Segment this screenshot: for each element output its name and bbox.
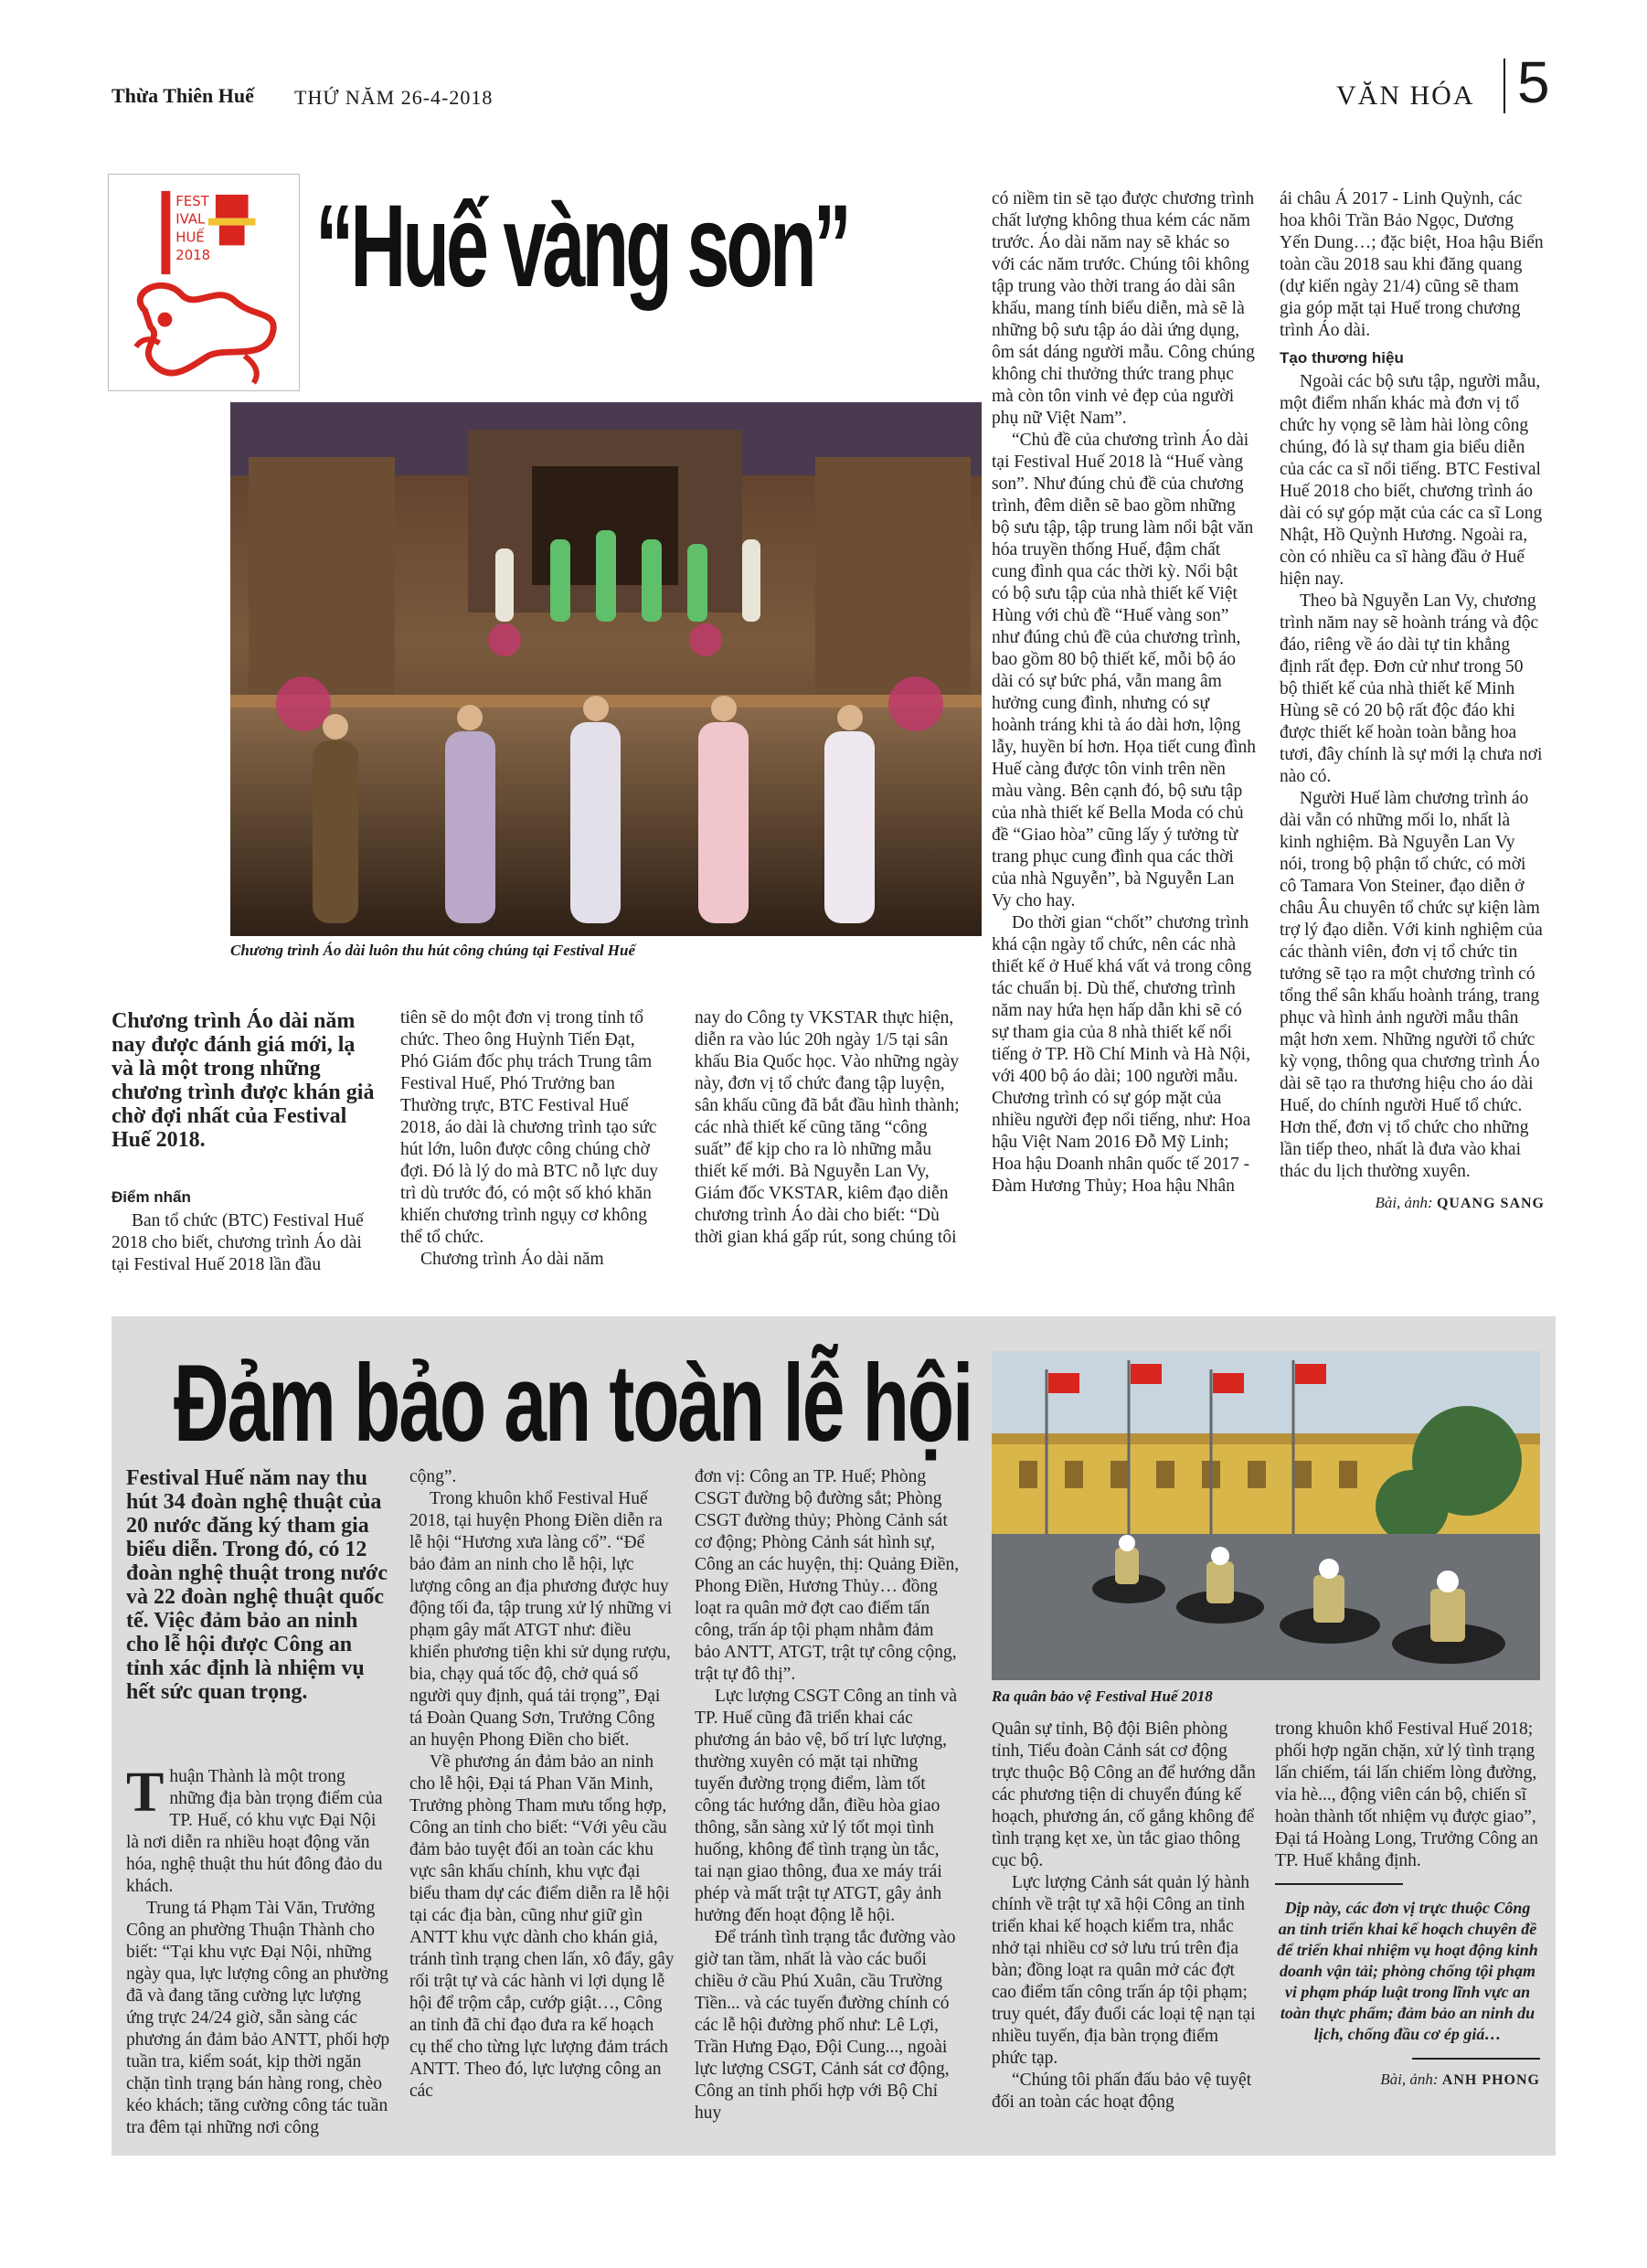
article2-col4 [992,1719,1257,2114]
byline-prefix: Bài, ảnh: [1375,1194,1433,1211]
article2-col1 [126,1762,391,2139]
byline-author: QUANG SANG [1436,1196,1545,1211]
photo2-caption: Ra quân bảo vệ Festival Huế 2018 [992,1688,1213,1705]
paragraph: đơn vị: Công an TP. Huế; Phòng CSGT đường bộ đường sắt; Phòng CSGT đường thủy; Phòng Cảnh sát cơ động; Phòng Cảnh sát hình sự, Công an các huyện, thị: Quảng Điền, Phong Điền, Hương Thủy… đồng loạt ra quân mở đợt cao điểm tấn công, trấn áp tội phạm nhằm đảm bảo ANTT, ATGT, trật tự công cộng, trật tự đô thị”. [695,1467,960,1684]
paragraph: Ngoài các bộ sưu tập, người mẫu, một điểm nhấn khác mà đơn vị tổ chức hy vọng sẽ làm hài lòng công chúng, đó là sự tham gia biểu diễn của các ca sĩ nổi tiếng. BTC Festival Huế 2018 cho biết, chương trình áo dài có sự góp mặt của các ca sĩ Long Nhật, Hồ Quỳnh Hương. Ngoài ra, còn có nhiều ca sĩ hàng đầu ở Huế hiện nay. [1280,372,1543,589]
paragraph: Ban tổ chức (BTC) Festival Huế 2018 cho biết, chương trình Áo dài tại Festival Huế 2018 lần đầu [112,1211,364,1274]
paragraph: Trong khuôn khổ Festival Huế 2018, tại huyện Phong Điền diễn ra lễ hội “Hương xưa làng cổ”. “Để bảo đảm an ninh cho lễ hội, lực lượng công an địa phương được huy động tối đa, tập trung xử lý những vi phạm gây mất ATGT như: điều khiển phương tiện khi sử dụng rượu, bia, chạy quá tốc độ, chở quá số người quy định, quá tải trọng”, Đại tá Đoàn Quang Sơn, Trưởng Công an huyện Phong Điền cho biết. [409,1489,673,1750]
article1-col5 [1280,188,1545,1215]
subheading-tao-thuong-hieu: Tạo thương hiệu [1280,349,1404,367]
newspaper-name: Thừa Thiên Huế [112,84,254,107]
article1-col1 [112,1181,377,1276]
paragraph: “Chủ đề của chương trình Áo dài tại Festival Huế 2018 là “Huế vàng son”. Như đúng chủ đề của chương trình, đêm diễn sẽ bao gồm những bộ sưu tập, tập trung làm nổi bật văn hóa truyền thống Huế, đậm chất cung đình qua các thời kỳ. Nổi bật có bộ sưu tập của nhà thiết kế Việt Hùng với chủ đề “Huế vàng son” như đúng chủ đề của chương trình, bao gồm 80 bộ thiết kế, mỗi bộ áo dài có sự bức phá, vẫn mang âm hưởng cung đình, nhưng có sự hoành tráng khi tà áo dài hơn, lộng lẫy, huyền bí hơn. Họa tiết cung đình Huế càng được tôn vinh trên nền màu vàng. Bên cạnh đó, bộ sưu tập của nhà thiết kế Bella Moda có chủ đề “Giao hòa” cũng lấy ý tưởng từ trang phục cung đình qua các thời của nhà Nguyễn”, bà Nguyễn Lan Vy cho hay. [992,431,1257,910]
paragraph: Quân sự tỉnh, Bộ đội Biên phòng tỉnh, Tiểu đoàn Cảnh sát cơ động trực thuộc Bộ Công an để hướng dẫn các phương tiện di chuyển đúng kế hoạch, phương án, cố gắng không để tình trạng kẹt xe, ùn tắc giao thông cục bộ. [992,1720,1256,1870]
byline-prefix: Bài, ảnh: [1380,2071,1439,2088]
paragraph: tiên sẽ do một đơn vị trong tỉnh tổ chức. Theo ông Huỳnh Tiến Đạt, Phó Giám đốc phụ trách Trung tâm Festival Huế, Phó Trưởng ban Thường trực, BTC Festival Huế 2018, áo dài là chương trình tạo sức hút lớn, luôn được công chúng chờ đợi. Đó là lý do mà BTC nỗ lực duy trì dù trước đó, có một số khó khăn khiến chương trình ngụy cơ không thể tổ chức. [400,1008,658,1247]
police-motorcade-photo [992,1351,1540,1680]
article1-col2 [400,1007,665,1271]
paragraph: trong khuôn khổ Festival Huế 2018; phối hợp ngăn chặn, xử lý tình trạng lấn chiếm, tái lấn chiếm lòng đường, vỉa hè..., động viên cán bộ, chiến sĩ hoàn thành tốt nhiệm vụ được giao”, Đại tá Hoàng Long, Trưởng Công an TP. Huế khẳng định. [1275,1720,1538,1870]
paragraph: Để tránh tình trạng tắc đường vào giờ tan tầm, nhất là vào các buổi chiều ở cầu Phú Xuân, cầu Trường Tiền... và các tuyến đường chính có các lễ hội đường phố như: Lê Lợi, Trần Hưng Đạo, Đội Cung..., ngoài lực lượng CSGT, Cảnh sát cơ động, Công an tỉnh phối hợp với Bộ Chỉ huy [695,1928,956,2123]
subheading-diem-nhan: Điểm nhấn [112,1188,191,1206]
paragraph: Chương trình Áo dài năm [420,1250,604,1269]
paragraph: nay do Công ty VKSTAR thực hiện, diễn ra vào lúc 20h ngày 1/5 tại sân khấu Bia Quốc học. Vào những ngày này, đơn vị tổ chức đang tập luyện, sân khấu cũng đã bắt đầu hình thành; các nhà thiết kế cũng tăng “công suất” để kịp cho ra lò những mẫu thiết kế mới. Bà Nguyễn Lan Vy, Giám đốc VKSTAR, kiêm đạo diễn chương trình Áo dài cho biết: “Dù thời gian khá gấp rút, song chúng tôi [695,1008,960,1247]
paragraph: cộng”. [409,1467,457,1486]
section-title: VĂN HÓA [1336,80,1475,111]
paragraph: Về phương án đảm bảo an ninh cho lễ hội, Đại tá Phan Văn Minh, Trưởng phòng Tham mưu tổng hợp, Công an tỉnh cho biết: “Với yêu cầu đảm bảo tuyệt đối an toàn các khu vực sân khấu chính, khu vực đại biểu tham dự các điểm diễn ra lễ hội tại các địa bàn, cũng như giữ gìn ANTT khu vực dành cho khán giả, tránh tình trạng chen lấn, xô đẩy, gây rối trật tự và các hành vi lợi dụng lễ hội để trộm cắp, cướp giật…, Công an tỉnh đã chỉ đạo đưa ra kế hoạch cụ thể cho từng lực lượng đảm trách ANTT. Theo đó, lực lượng công an các [409,1752,675,2101]
article1-headline: “Huế vàng son” [315,181,848,312]
divider [1412,2058,1540,2060]
divider [1275,1883,1403,1885]
festival-logo [108,174,300,391]
photo1-caption: Chương trình Áo dài luôn thu hút công chúng tại Festival Huế [230,942,636,959]
paragraph: Lực lượng CSGT Công an tỉnh và TP. Huế cũng đã triển khai các phương án bảo vệ, bố trí lực lượng, thường xuyên có mặt tại những tuyến đường trọng điểm, làm tốt công tác hướng dẫn, điều hòa giao thông, sẵn sàng xử lý tốt mọi tình huống, không để tình trạng ùn tắc, tai nạn giao thông, đua xe máy trái phép và mất trật tự ATGT, gây ảnh hưởng đến hoạt động lễ hội. [695,1687,958,1925]
article1-lead: Chương trình Áo dài năm nay được đánh giá mới, lạ và là một trong những chương trình được khán giả chờ đợi nhất của Festival Huế 2018. [112,1009,375,1152]
paragraph: Trung tá Phạm Tài Văn, Trưởng Công an phường Thuận Thành cho biết: “Tại khu vực Đại Nội, những ngày qua, lực lượng công an phường đã và đang tăng cường lực lượng ứng trực 24/24 giờ, sẵn sàng các phương án đảm bảo ANTT, phối hợp tuần tra, kiểm soát, kịp thời ngăn chặn tình trạng bán hàng rong, chèo kéo khách; tăng cường công tác tuần tra đêm tại những nơi công [126,1899,390,2137]
logo-text-1: FEST [175,192,209,209]
paragraph: “Chúng tôi phấn đấu bảo vệ tuyệt đối an toàn các hoạt động [992,2071,1252,2112]
dragon-logo-icon [109,175,299,390]
article2-col2 [409,1466,675,2103]
byline-author: ANH PHONG [1441,2072,1540,2088]
paragraph: Người Huế làm chương trình áo dài vẫn có những mối lo, nhất là kinh nghiệm. Bà Nguyễn Lan Vy nói, trong bộ phận tổ chức, có mời cô Tamara Von Steiner, đạo diễn ở châu Âu chuyên tổ chức sự kiện làm trợ lý đạo diễn. Với kinh nghiệm của các thành viên, đơn vị tổ chức tin tưởng sẽ tạo ra một chương trình có tổng thể sân khấu hoành tráng, trang phục và hình ảnh người mẫu thân mật hơn xem. Những người tổ chức kỳ vọng, thông qua chương trình Áo dài sẽ tạo ra thương hiệu cho áo dài Huế, do chính người Huế tổ chức. Hơn thế, đơn vị tổ chức cho những lần tiếp theo, nhất là đưa vào khai thác du lịch thường xuyên. [1280,789,1543,1181]
article2-lead: Festival Huế năm nay thu hút 34 đoàn nghệ thuật của 20 nước đăng ký tham gia biểu diễn. Trong đó, có 12 đoàn nghệ thuật trong nước và 22 đoàn nghệ thuật quốc tế. Việc đảm bảo an ninh cho lễ hội được Công an tỉnh xác định là nhiệm vụ hết sức quan trọng. [126,1466,388,1704]
article2-headline: Đảm bảo an toàn lễ hội [174,1342,972,1464]
page-number: 5 [1517,49,1550,115]
paragraph: Theo bà Nguyễn Lan Vy, chương trình năm nay sẽ hoành tráng và độc đáo, riêng về áo dài tự tin khẳng định rất đẹp. Đơn cử như trong 50 bộ thiết kế của nhà thiết kế Minh Hùng sẽ có 20 bộ rất độc đáo khi được thiết kế hoàn toàn bằng hoa tươi, đây chính là sự mới lạ chưa nơi nào có. [1280,591,1543,786]
article2-col5 [1275,1719,1540,2092]
issue-date: THỨ NĂM 26-4-2018 [294,86,494,109]
logo-text-2: IVAL [175,210,206,228]
drop-cap: T [126,1762,165,1824]
paragraph: Do thời gian “chốt” chương trình khá cận ngày tổ chức, nên các nhà thiết kế ở Huế khá vất vả trong công tác chuẩn bị. Dù thế, chương trình năm nay hứa hẹn hấp dẫn khi sẽ có sự tham gia của 8 nhà thiết kế nổi tiếng ở TP. Hồ Chí Minh và Hà Nội, với 400 bộ áo dài; 100 người mẫu. Chương trình có sự góp mặt của nhiều người đẹp nổi tiếng, như: Hoa hậu Việt Nam 2016 Đỗ Mỹ Linh; Hoa hậu Doanh nhân quốc tế 2017 - Đàm Hương Thủy; Hoa hậu Nhân [992,913,1252,1196]
article2-col3 [695,1466,960,2124]
paragraph: có niềm tin sẽ tạo được chương trình chất lượng không thua kém các năm trước. Áo dài năm nay sẽ khác so với các năm trước. Chúng tôi không tập trung vào thời trang áo dài sân khấu, mang tính biểu diễn, mà sẽ là những bộ sưu tập áo dài ứng dụng, ôm sát dáng người mẫu. Công chúng không chỉ thưởng thức trang phục mà còn tôn vinh vẻ đẹp của người phụ nữ Việt Nam”. [992,189,1255,428]
paragraph: Lực lượng Cảnh sát quản lý hành chính về trật tự xã hội Công an tỉnh triển khai kế hoạch kiểm tra, nhắc nhở tại nhiều cơ sở lưu trú trên địa bàn; đồng loạt ra quân mở các đợt cao điểm tấn công trấn áp tội phạm; truy quét, đẩy đuổi các loại tệ nạn tại nhiều tuyến, địa bàn trọng điểm phức tạp. [992,1873,1256,2068]
paragraph: ái châu Á 2017 - Linh Quỳnh, các hoa khôi Trần Bảo Ngọc, Dương Yến Dung…; đặc biệt, Hoa hậu Biển toàn cầu 2018 sau khi đăng quang (dự kiến ngày 21/4) cũng sẽ tham gia góp mặt tại Huế trong chương trình Áo dài. [1280,189,1544,340]
header-divider [1504,59,1505,113]
logo-text-4: 2018 [175,247,211,264]
article2-byline [1275,2069,1540,2092]
article1-col3 [695,1007,960,1249]
logo-text-3: HUẾ [175,229,205,246]
article1-col4 [992,188,1257,1198]
boxed-note: Dịp này, các đơn vị trực thuộc Công an tỉnh triển khai kế hoạch chuyên đề để triển khai nhiệm vụ hoạt động kinh doanh vận tải; phòng chống tội phạm vi phạm pháp luật trong lĩnh vực an toàn thực phẩm; đảm bảo an ninh du lịch, chống đầu cơ ép giá… [1277,1899,1538,2043]
aodai-show-photo [230,402,982,936]
paragraph: huận Thành là một trong những địa bàn trọng điểm của TP. Huế, có khu vực Đại Nội là nơi diễn ra nhiều hoạt động văn hóa, nghệ thuật thu hút đông đảo du khách. [126,1767,383,1896]
article1-byline [1280,1192,1545,1215]
